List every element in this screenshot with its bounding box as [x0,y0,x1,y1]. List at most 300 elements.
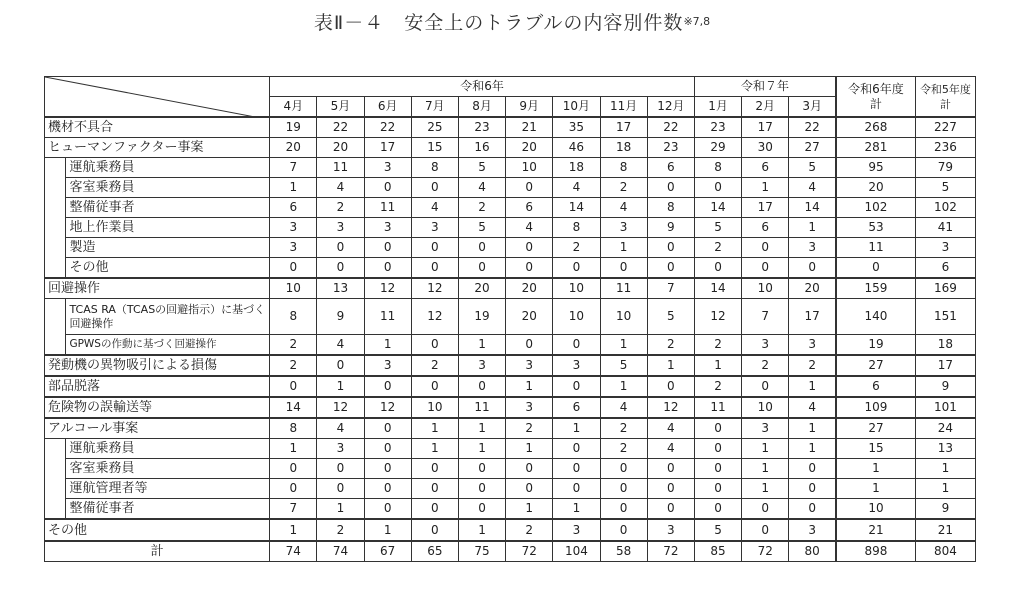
value-cell: 10 [553,278,600,299]
value-cell: 1 [411,418,458,439]
value-cell: 1 [506,376,553,397]
value-cell: 16 [458,138,505,158]
value-cell: 1 [364,335,411,356]
value-cell: 104 [553,541,600,562]
table-row [45,439,976,459]
value-cell: 30 [742,138,789,158]
indent-cell [45,238,66,258]
value-cell: 0 [411,376,458,397]
table-row [45,158,976,178]
trouble-count-table [44,76,976,562]
value-cell: 72 [506,541,553,562]
value-cell: 2 [506,519,553,541]
value-cell: 18 [553,158,600,178]
value-cell: 8 [647,198,694,218]
value-cell: 2 [600,178,647,198]
total-label: 計 [45,541,270,562]
value-cell: 1 [742,439,789,459]
row-label: その他 [45,519,270,541]
value-cell: 0 [411,479,458,499]
value-cell: 5 [694,519,741,541]
value-cell: 46 [553,138,600,158]
row-label: 整備従事者 [66,499,270,520]
value-cell: 6 [742,218,789,238]
header-group-r7: 令和７年 [694,77,836,97]
value-cell: 0 [789,479,836,499]
table-title-text: 表Ⅱ－４ 安全上のトラブルの内容別件数 [313,12,684,34]
value-cell: 1 [506,439,553,459]
value-cell: 20 [458,278,505,299]
value-cell: 0 [364,258,411,279]
value-cell: 0 [553,479,600,499]
row-label: 運航管理者等 [66,479,270,499]
value-cell: 1 [836,459,915,479]
value-cell: 17 [364,138,411,158]
value-cell: 1 [915,479,975,499]
value-cell: 10 [742,278,789,299]
indent-cell [45,198,66,218]
value-cell: 102 [836,198,915,218]
footnote-ref: ※7,8 [683,15,711,28]
value-cell: 2 [317,519,364,541]
value-cell: 1 [600,376,647,397]
value-cell: 79 [915,158,975,178]
value-cell: 0 [506,258,553,279]
value-cell: 8 [270,418,317,439]
value-cell: 20 [506,138,553,158]
header-month: 9月 [506,97,553,118]
header-month: 11月 [600,97,647,118]
value-cell: 4 [411,198,458,218]
value-cell: 1 [317,499,364,520]
value-cell: 13 [317,278,364,299]
value-cell: 4 [506,218,553,238]
value-cell: 0 [506,459,553,479]
value-cell: 9 [915,499,975,520]
value-cell: 0 [364,499,411,520]
value-cell: 0 [411,335,458,356]
indent-cell [45,459,66,479]
value-cell: 11 [836,238,915,258]
value-cell: 75 [458,541,505,562]
value-cell: 3 [317,218,364,238]
value-cell: 24 [915,418,975,439]
value-cell: 35 [553,117,600,138]
value-cell: 0 [742,519,789,541]
table-row [45,238,976,258]
value-cell: 0 [364,459,411,479]
value-cell: 3 [364,158,411,178]
table-row [45,178,976,198]
value-cell: 3 [364,355,411,376]
value-cell: 4 [647,439,694,459]
value-cell: 0 [411,258,458,279]
value-cell: 95 [836,158,915,178]
value-cell: 41 [915,218,975,238]
value-cell: 3 [270,218,317,238]
table-row [45,376,976,397]
value-cell: 0 [458,499,505,520]
value-cell: 8 [411,158,458,178]
header-month: 10月 [553,97,600,118]
value-cell: 3 [600,218,647,238]
value-cell: 23 [458,117,505,138]
value-cell: 1 [836,479,915,499]
indent-cell [45,439,66,459]
value-cell: 11 [364,299,411,335]
value-cell: 5 [694,218,741,238]
value-cell: 22 [317,117,364,138]
value-cell: 0 [694,479,741,499]
row-label: 部品脱落 [45,376,270,397]
value-cell: 3 [789,335,836,356]
table-row [45,117,976,138]
value-cell: 0 [600,479,647,499]
header-group-r6: 令和6年 [270,77,695,97]
value-cell: 11 [364,198,411,218]
value-cell: 27 [789,138,836,158]
value-cell: 2 [317,198,364,218]
table-row [45,198,976,218]
value-cell: 5 [915,178,975,198]
value-cell: 20 [506,278,553,299]
value-cell: 6 [836,376,915,397]
value-cell: 10 [270,278,317,299]
value-cell: 72 [742,541,789,562]
value-cell: 1 [411,439,458,459]
value-cell: 10 [742,397,789,418]
value-cell: 3 [506,397,553,418]
value-cell: 0 [458,459,505,479]
value-cell: 27 [836,355,915,376]
value-cell: 13 [915,439,975,459]
row-label: アルコール事案 [45,418,270,439]
value-cell: 0 [694,418,741,439]
value-cell: 0 [458,238,505,258]
value-cell: 8 [694,158,741,178]
value-cell: 2 [270,355,317,376]
value-cell: 21 [506,117,553,138]
value-cell: 0 [458,376,505,397]
value-cell: 22 [647,117,694,138]
value-cell: 2 [647,335,694,356]
value-cell: 8 [270,299,317,335]
indent-cell [45,479,66,499]
indent-cell [45,178,66,198]
value-cell: 2 [506,418,553,439]
value-cell: 25 [411,117,458,138]
value-cell: 0 [647,258,694,279]
value-cell: 2 [600,418,647,439]
value-cell: 0 [270,459,317,479]
table-title [0,8,1024,35]
value-cell: 0 [364,439,411,459]
value-cell: 2 [270,335,317,356]
value-cell: 15 [836,439,915,459]
value-cell: 5 [458,158,505,178]
value-cell: 0 [789,499,836,520]
value-cell: 3 [458,355,505,376]
header-month: 7月 [411,97,458,118]
value-cell: 4 [647,418,694,439]
value-cell: 4 [789,397,836,418]
value-cell: 8 [600,158,647,178]
value-cell: 11 [600,278,647,299]
value-cell: 20 [270,138,317,158]
table-row [45,335,976,356]
value-cell: 1 [600,238,647,258]
value-cell: 5 [600,355,647,376]
value-cell: 2 [458,198,505,218]
value-cell: 1 [742,459,789,479]
value-cell: 0 [647,178,694,198]
value-cell: 4 [317,335,364,356]
value-cell: 1 [364,519,411,541]
value-cell: 1 [915,459,975,479]
value-cell: 7 [270,499,317,520]
value-cell: 0 [411,519,458,541]
value-cell: 14 [694,198,741,218]
value-cell: 804 [915,541,975,562]
table-row [45,299,976,335]
value-cell: 3 [742,418,789,439]
value-cell: 3 [270,238,317,258]
value-cell: 3 [789,238,836,258]
value-cell: 17 [742,198,789,218]
value-cell: 0 [270,479,317,499]
value-cell: 0 [694,178,741,198]
value-cell: 1 [789,439,836,459]
value-cell: 0 [600,459,647,479]
value-cell: 109 [836,397,915,418]
value-cell: 2 [694,238,741,258]
value-cell: 0 [364,479,411,499]
value-cell: 0 [364,418,411,439]
value-cell: 1 [742,479,789,499]
value-cell: 0 [506,335,553,356]
value-cell: 3 [411,218,458,238]
value-cell: 0 [742,258,789,279]
table-row [45,355,976,376]
value-cell: 0 [789,459,836,479]
value-cell: 10 [600,299,647,335]
value-cell: 0 [506,238,553,258]
value-cell: 5 [458,218,505,238]
value-cell: 236 [915,138,975,158]
row-label: 回避操作 [45,278,270,299]
value-cell: 85 [694,541,741,562]
table-row [45,397,976,418]
row-label: 運航乗務員 [66,158,270,178]
table-row [45,519,976,541]
value-cell: 10 [836,499,915,520]
value-cell: 2 [553,238,600,258]
value-cell: 21 [836,519,915,541]
header-month: 6月 [364,97,411,118]
value-cell: 4 [553,178,600,198]
value-cell: 2 [694,376,741,397]
header-month: 4月 [270,97,317,118]
value-cell: 0 [742,376,789,397]
indent-cell [45,335,66,356]
value-cell: 0 [317,459,364,479]
value-cell: 1 [553,418,600,439]
value-cell: 169 [915,278,975,299]
value-cell: 1 [506,499,553,520]
value-cell: 4 [458,178,505,198]
row-label: 地上作業員 [66,218,270,238]
header-month: 2月 [742,97,789,118]
value-cell: 6 [742,158,789,178]
value-cell: 6 [553,397,600,418]
value-cell: 7 [270,158,317,178]
value-cell: 80 [789,541,836,562]
row-label: その他 [66,258,270,279]
value-cell: 12 [411,278,458,299]
value-cell: 23 [694,117,741,138]
value-cell: 1 [458,418,505,439]
value-cell: 0 [270,258,317,279]
value-cell: 10 [411,397,458,418]
value-cell: 140 [836,299,915,335]
value-cell: 53 [836,218,915,238]
value-cell: 0 [317,258,364,279]
value-cell: 11 [458,397,505,418]
value-cell: 0 [458,479,505,499]
value-cell: 2 [789,355,836,376]
value-cell: 0 [553,258,600,279]
table-row [45,218,976,238]
value-cell: 1 [789,376,836,397]
value-cell: 12 [411,299,458,335]
value-cell: 18 [915,335,975,356]
value-cell: 17 [600,117,647,138]
value-cell: 10 [506,158,553,178]
row-label: 運航乗務員 [66,439,270,459]
value-cell: 21 [915,519,975,541]
value-cell: 0 [694,499,741,520]
value-cell: 0 [600,499,647,520]
row-label: 機材不具合 [45,117,270,138]
value-cell: 6 [915,258,975,279]
header-month: 5月 [317,97,364,118]
header-corner [45,77,270,118]
value-cell: 2 [742,355,789,376]
value-cell: 58 [600,541,647,562]
value-cell: 10 [553,299,600,335]
value-cell: 67 [364,541,411,562]
value-cell: 0 [600,519,647,541]
row-label: GPWSの作動に基づく回避操作 [66,335,270,356]
value-cell: 7 [647,278,694,299]
value-cell: 0 [317,355,364,376]
value-cell: 0 [647,376,694,397]
value-cell: 1 [647,355,694,376]
value-cell: 1 [458,519,505,541]
value-cell: 12 [317,397,364,418]
value-cell: 2 [600,439,647,459]
indent-cell [45,299,66,335]
value-cell: 19 [458,299,505,335]
value-cell: 9 [915,376,975,397]
value-cell: 12 [364,397,411,418]
diagonal-line [45,77,255,117]
value-cell: 1 [600,335,647,356]
value-cell: 0 [553,376,600,397]
value-cell: 159 [836,278,915,299]
value-cell: 74 [270,541,317,562]
value-cell: 9 [317,299,364,335]
value-cell: 2 [694,335,741,356]
value-cell: 268 [836,117,915,138]
value-cell: 14 [694,278,741,299]
value-cell: 0 [694,258,741,279]
row-label: 客室乗務員 [66,459,270,479]
table-row [45,541,976,562]
value-cell: 0 [411,499,458,520]
value-cell: 3 [317,439,364,459]
value-cell: 0 [317,238,364,258]
value-cell: 9 [647,218,694,238]
value-cell: 102 [915,198,975,218]
value-cell: 0 [836,258,915,279]
value-cell: 5 [789,158,836,178]
value-cell: 15 [411,138,458,158]
value-cell: 11 [317,158,364,178]
value-cell: 0 [553,439,600,459]
value-cell: 0 [506,479,553,499]
value-cell: 17 [789,299,836,335]
value-cell: 19 [270,117,317,138]
value-cell: 4 [789,178,836,198]
table-row [45,258,976,279]
value-cell: 1 [270,178,317,198]
value-cell: 0 [553,459,600,479]
value-cell: 101 [915,397,975,418]
value-cell: 0 [270,376,317,397]
value-cell: 17 [742,117,789,138]
table-row [45,418,976,439]
table-row [45,479,976,499]
value-cell: 1 [458,335,505,356]
row-label: 危険物の誤輸送等 [45,397,270,418]
value-cell: 14 [270,397,317,418]
value-cell: 0 [364,178,411,198]
value-cell: 281 [836,138,915,158]
value-cell: 0 [647,459,694,479]
value-cell: 0 [364,376,411,397]
value-cell: 3 [647,519,694,541]
indent-cell [45,499,66,520]
indent-cell [45,218,66,238]
row-label: TCAS RA（TCASの回避指示）に基づく回避操作 [66,299,270,335]
value-cell: 0 [647,479,694,499]
value-cell: 3 [364,218,411,238]
indent-cell [45,158,66,178]
value-cell: 0 [789,258,836,279]
value-cell: 20 [506,299,553,335]
indent-cell [45,258,66,279]
value-cell: 14 [553,198,600,218]
table-row [45,278,976,299]
value-cell: 72 [647,541,694,562]
value-cell: 0 [364,238,411,258]
value-cell: 8 [553,218,600,238]
value-cell: 20 [836,178,915,198]
value-cell: 4 [600,198,647,218]
value-cell: 0 [694,439,741,459]
value-cell: 0 [694,459,741,479]
